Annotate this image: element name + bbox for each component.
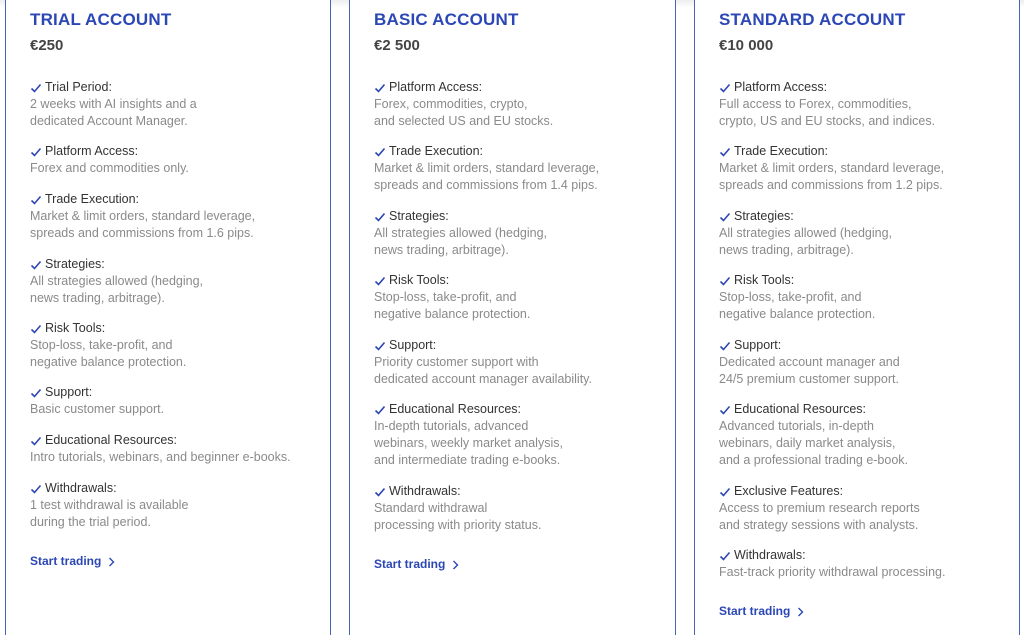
feature-trade-execution: [30, 191, 255, 242]
feature-heading: Trial Period:: [45, 80, 112, 94]
feature-educational-resources: [719, 401, 908, 469]
feature-educational-resources: [374, 401, 563, 469]
chevron-right-icon: [108, 556, 115, 566]
check-icon: [30, 483, 42, 495]
feature-heading: Strategies:: [734, 209, 794, 223]
check-icon: [719, 211, 731, 223]
feature-text: All strategies allowed (hedging,: [719, 226, 893, 240]
feature-text: Stop-loss, take-profit, and: [719, 290, 862, 304]
feature-strategies: [719, 208, 892, 259]
feature-text: Fast-track priority withdrawal processing.: [719, 565, 946, 579]
feature-heading: Educational Resources:: [389, 402, 522, 416]
feature-heading: Exclusive Features:: [734, 484, 844, 498]
pricing-card-trial: [5, 0, 331, 635]
feature-text: spreads and commissions from 1.6 pips.: [30, 226, 254, 240]
feature-text: negative balance protection.: [719, 307, 876, 321]
feature-text: Stop-loss, take-profit, and: [30, 338, 173, 352]
feature-text: spreads and commissions from 1.4 pips.: [374, 178, 598, 192]
check-icon: [30, 435, 42, 447]
feature-text: Forex, commodities, crypto,: [374, 97, 528, 111]
feature-exclusive-features: [719, 483, 920, 534]
feature-support: [30, 384, 164, 418]
card-title: STANDARD ACCOUNT: [719, 10, 906, 29]
feature-heading: Platform Access:: [389, 80, 483, 94]
feature-text: and intermediate trading e-books.: [374, 453, 561, 467]
feature-platform-access: [374, 79, 553, 130]
feature-text: 24/5 premium customer support.: [719, 372, 899, 386]
feature-heading: Risk Tools:: [45, 321, 106, 335]
check-icon: [719, 275, 731, 287]
check-icon: [719, 550, 731, 562]
feature-text: spreads and commissions from 1.2 pips.: [719, 178, 943, 192]
feature-heading: Support:: [389, 338, 437, 352]
feature-heading: Trade Execution:: [45, 192, 140, 206]
feature-text: Basic customer support.: [30, 402, 165, 416]
pricing-card-basic: [349, 0, 676, 635]
check-icon: [30, 194, 42, 206]
check-icon: [719, 82, 731, 94]
feature-text: All strategies allowed (hedging,: [374, 226, 548, 240]
feature-text: Access to premium research reports: [719, 501, 920, 515]
start-trading-link[interactable]: [719, 604, 804, 618]
chevron-right-icon: [797, 606, 804, 616]
feature-risk-tools: [719, 272, 875, 323]
feature-heading: Withdrawals:: [389, 484, 461, 498]
feature-risk-tools: [30, 320, 186, 371]
feature-heading: Support:: [45, 385, 93, 399]
feature-text: processing with priority status.: [374, 518, 542, 532]
feature-text: negative balance protection.: [374, 307, 531, 321]
check-icon: [374, 486, 386, 498]
feature-text: Standard withdrawal: [374, 501, 488, 515]
check-icon: [374, 340, 386, 352]
check-icon: [30, 387, 42, 399]
feature-text: All strategies allowed (hedging,: [30, 274, 204, 288]
feature-text: negative balance protection.: [30, 355, 187, 369]
feature-text: Advanced tutorials, in-depth: [719, 419, 874, 433]
check-icon: [374, 211, 386, 223]
start-trading-label: Start trading: [374, 557, 446, 571]
feature-heading: Trade Execution:: [734, 144, 829, 158]
feature-text: and selected US and EU stocks.: [374, 114, 554, 128]
feature-heading: Platform Access:: [734, 80, 828, 94]
check-icon: [374, 146, 386, 158]
feature-heading: Support:: [734, 338, 782, 352]
feature-text: 2 weeks with AI insights and a: [30, 97, 197, 111]
feature-heading: Educational Resources:: [734, 402, 867, 416]
feature-strategies: [30, 256, 203, 307]
feature-text: news trading, arbitrage).: [374, 243, 509, 257]
feature-withdrawals: [374, 483, 541, 534]
feature-text: Market & limit orders, standard leverage,: [374, 161, 600, 175]
feature-heading: Educational Resources:: [45, 433, 178, 447]
check-icon: [30, 146, 42, 158]
feature-withdrawals: [30, 480, 188, 531]
check-icon: [374, 404, 386, 416]
start-trading-link[interactable]: [30, 554, 115, 568]
card-price: €2 500: [374, 37, 420, 54]
start-trading-link[interactable]: [374, 557, 459, 571]
check-icon: [30, 259, 42, 271]
feature-strategies: [374, 208, 547, 259]
feature-text: Full access to Forex, commodities,: [719, 97, 912, 111]
feature-text: Market & limit orders, standard leverage,: [30, 209, 256, 223]
feature-text: during the trial period.: [30, 515, 151, 529]
chevron-right-icon: [452, 559, 459, 569]
feature-text: crypto, US and EU stocks, and indices.: [719, 114, 936, 128]
feature-text: and a professional trading e-book.: [719, 453, 909, 467]
check-icon: [719, 340, 731, 352]
feature-heading: Platform Access:: [45, 144, 139, 158]
card-price: €10 000: [719, 37, 774, 54]
check-icon: [374, 275, 386, 287]
feature-heading: Risk Tools:: [734, 273, 795, 287]
feature-text: Priority customer support with: [374, 355, 539, 369]
check-icon: [30, 323, 42, 335]
feature-platform-access: [719, 79, 935, 130]
feature-support: [374, 337, 592, 388]
feature-trial-period: [30, 79, 197, 130]
feature-platform-access: [30, 143, 189, 177]
feature-trade-execution: [374, 143, 599, 194]
feature-text: webinars, weekly market analysis,: [374, 436, 563, 450]
feature-text: news trading, arbitrage).: [30, 291, 165, 305]
feature-heading: Strategies:: [45, 257, 105, 271]
card-title: BASIC ACCOUNT: [374, 10, 519, 29]
feature-heading: Strategies:: [389, 209, 449, 223]
check-icon: [30, 82, 42, 94]
card-title: TRIAL ACCOUNT: [30, 10, 172, 29]
card-price: €250: [30, 37, 64, 54]
start-trading-label: Start trading: [719, 604, 791, 618]
start-trading-label: Start trading: [30, 554, 102, 568]
feature-text: dedicated account manager availability.: [374, 372, 592, 386]
feature-withdrawals: [719, 547, 945, 581]
pricing-card-standard: [694, 0, 1020, 635]
feature-text: webinars, daily market analysis,: [719, 436, 896, 450]
check-icon: [374, 82, 386, 94]
feature-text: Market & limit orders, standard leverage,: [719, 161, 945, 175]
feature-heading: Trade Execution:: [389, 144, 484, 158]
check-icon: [719, 146, 731, 158]
feature-text: Dedicated account manager and: [719, 355, 900, 369]
feature-text: 1 test withdrawal is available: [30, 498, 189, 512]
check-icon: [719, 486, 731, 498]
feature-text: Stop-loss, take-profit, and: [374, 290, 517, 304]
feature-trade-execution: [719, 143, 944, 194]
feature-heading: Risk Tools:: [389, 273, 450, 287]
feature-text: Intro tutorials, webinars, and beginner e-books.: [30, 450, 291, 464]
feature-text: and strategy sessions with analysts.: [719, 518, 919, 532]
feature-heading: Withdrawals:: [45, 481, 117, 495]
feature-heading: Withdrawals:: [734, 548, 806, 562]
feature-text: news trading, arbitrage).: [719, 243, 854, 257]
feature-risk-tools: [374, 272, 530, 323]
feature-text: In-depth tutorials, advanced: [374, 419, 529, 433]
feature-text: Forex and commodities only.: [30, 161, 189, 175]
feature-support: [719, 337, 900, 388]
feature-text: dedicated Account Manager.: [30, 114, 188, 128]
check-icon: [719, 404, 731, 416]
feature-educational-resources: [30, 432, 291, 466]
